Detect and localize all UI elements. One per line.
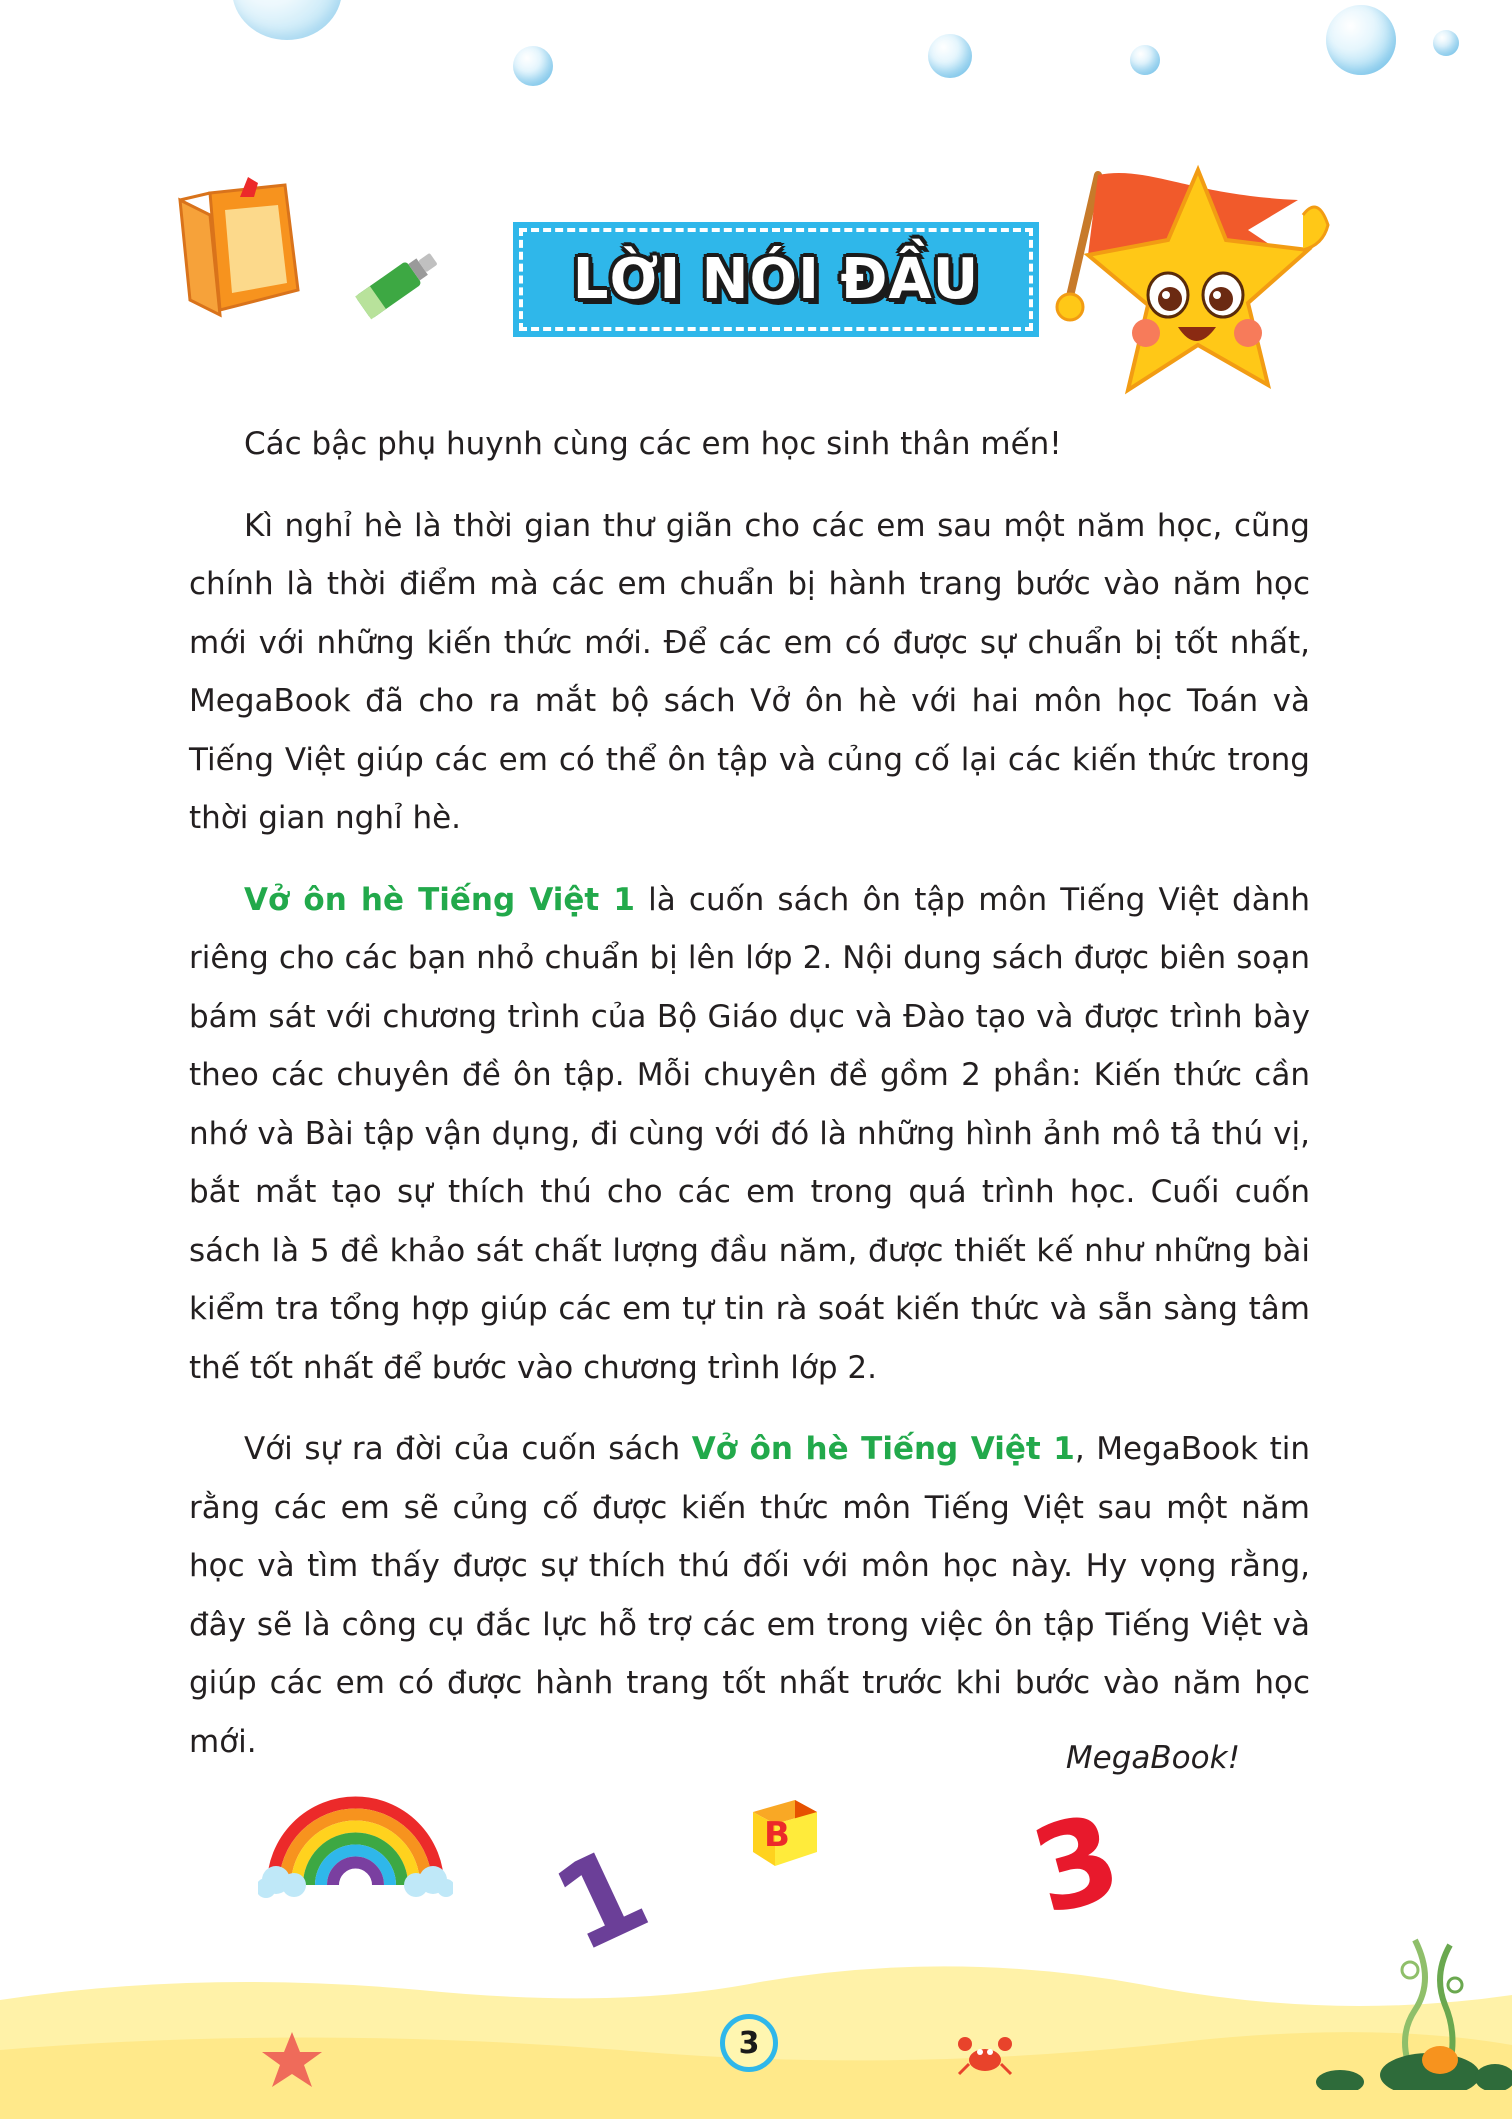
paragraph-3-start: Với sự ra đời của cuốn sách (244, 1431, 692, 1467)
paragraph-1: Kì nghỉ hè là thời gian thư giãn cho các em sau một năm học, cũng chính là thời điểm mà các em chuẩn bị hành trang bước vào năm học mới với những kiến thức mới. Để các em có được sự chuẩn bị tốt nhất, MegaBook đã cho ra mắt bộ sách Vở ôn hè với hai môn học Toán và Tiếng Việt giúp các em có thể ôn tập và củng cố lại các kiến thức trong thời gian nghỉ hè. (189, 507, 1310, 836)
paragraph-2 (189, 871, 1310, 1398)
book-icon (170, 175, 305, 325)
signature: MegaBook! (1065, 1740, 1240, 1776)
number-three-decoration: 3 (1018, 1786, 1134, 1942)
block-letter: B (764, 1815, 790, 1855)
crab-icon (955, 2030, 1015, 2078)
rainbow-icon (258, 1775, 453, 1900)
bubble-decoration (928, 34, 972, 78)
star-mascot-icon (1048, 155, 1338, 435)
bubble-decoration (232, 0, 342, 40)
book-title-highlight: Vở ôn hè Tiếng Việt 1 (691, 1431, 1075, 1467)
paragraph-2-text: là cuốn sách ôn tập môn Tiếng Việt dành riêng cho các bạn nhỏ chuẩn bị lên lớp 2. Nội dung sách được biên soạn bám sát với chương trình của Bộ Giáo dục và Đào tạo và được trình bày theo các chuyên đề ôn tập. Mỗi chuyên đề gồm 2 phần: Kiến thức cần nhớ và Bài tập vận dụng, đi cùng với đó là những hình ảnh mô tả thú vị, bắt mắt tạo sự thích thú cho các em trong quá trình học. Cuối cuốn sách là 5 đề khảo sát chất lượng đầu năm, được thiết kế như những bài kiểm tra tổng hợp giúp các em tự tin rà soát kiến thức và sẵn sàng tâm thế tốt nhất để bước vào chương trình lớp 2. (189, 881, 1310, 1386)
number-one-decoration: 1 (534, 1819, 668, 1979)
book-title-highlight: Vở ôn hè Tiếng Việt 1 (244, 881, 635, 918)
greeting-paragraph: Các bậc phụ huynh cùng các em học sinh thân mến! (244, 426, 1062, 462)
bubble-decoration (1326, 5, 1396, 75)
page-title: LỜI NÓI ĐẦU (572, 247, 980, 312)
bubble-decoration (1433, 30, 1459, 56)
seaweed-icon (1315, 1930, 1512, 2090)
starfish-icon (260, 2030, 325, 2090)
bubble-decoration (1130, 45, 1160, 75)
paragraph-3-text: , MegaBook tin rằng các em sẽ củng cố được kiến thức môn Tiếng Việt sau một năm học và tìm thấy được sự thích thú đối với môn học này. Hy vọng rằng, đây sẽ là công cụ đắc lực hỗ trợ các em trong việc ôn tập Tiếng Việt và giúp các em có được hành trang tốt nhất trước khi bước vào năm học mới. (189, 1431, 1310, 1760)
title-banner (519, 228, 1033, 331)
foreword-body (189, 415, 1310, 1794)
bubble-decoration (513, 46, 553, 86)
page-number: 3 (720, 2014, 778, 2072)
paragraph-3 (189, 1420, 1310, 1771)
paint-tube-icon (345, 238, 450, 328)
